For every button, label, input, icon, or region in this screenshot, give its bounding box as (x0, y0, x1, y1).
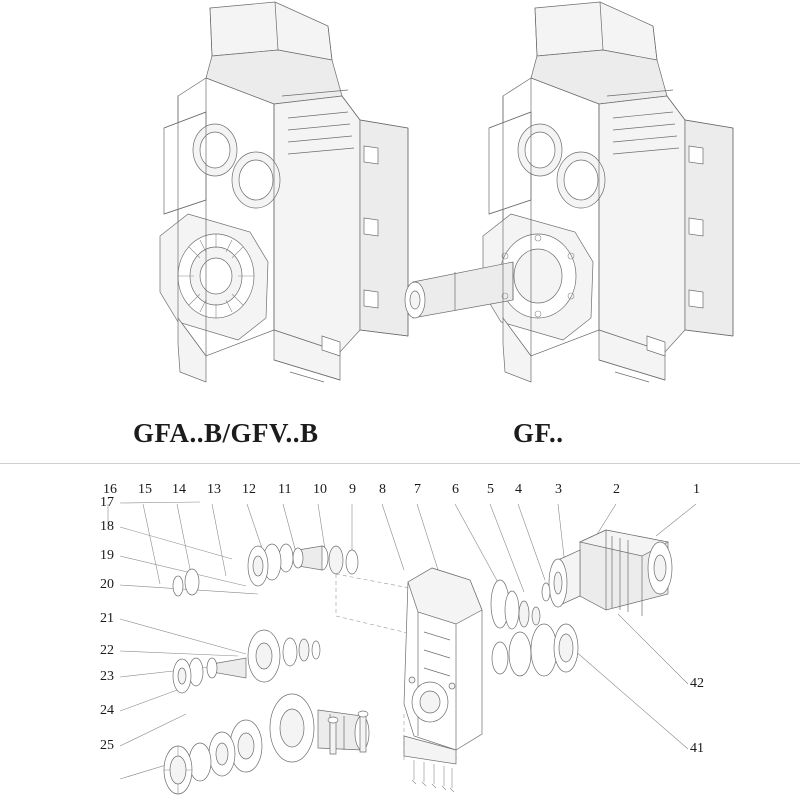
callout-23: 23 (100, 669, 114, 684)
callout-21: 21 (100, 611, 114, 626)
caption-right-model: GF.. (513, 418, 564, 448)
callout-8: 8 (379, 482, 386, 497)
gearbox-isometric-left (60, 0, 420, 400)
callout-42: 42 (690, 676, 704, 691)
callout-5: 5 (487, 482, 494, 497)
callout-18: 18 (100, 519, 114, 534)
callout-20: 20 (100, 577, 114, 592)
callout-9: 9 (349, 482, 356, 497)
callout-24: 24 (100, 703, 114, 718)
callout-4: 4 (515, 482, 522, 497)
gearbox-isometric-right (395, 0, 765, 400)
callout-16: 16 (103, 482, 117, 497)
callout-41: 41 (690, 741, 704, 756)
callout-10: 10 (313, 482, 327, 497)
callout-19: 19 (100, 548, 114, 563)
callout-2: 2 (613, 482, 620, 497)
callout-11: 11 (278, 482, 292, 497)
callout-13: 13 (207, 482, 221, 497)
callout-14: 14 (172, 482, 186, 497)
callout-25: 25 (100, 738, 114, 753)
callout-1: 1 (693, 482, 700, 497)
callout-12: 12 (242, 482, 256, 497)
caption-left-model: GFA..B/GFV..B (133, 418, 319, 448)
callout-7: 7 (414, 482, 421, 497)
callout-17: 17 (100, 495, 114, 510)
callout-15: 15 (138, 482, 152, 497)
callout-22: 22 (100, 643, 114, 658)
callout-6: 6 (452, 482, 459, 497)
callout-3: 3 (555, 482, 562, 497)
exploded-parts-diagram (0, 464, 800, 800)
